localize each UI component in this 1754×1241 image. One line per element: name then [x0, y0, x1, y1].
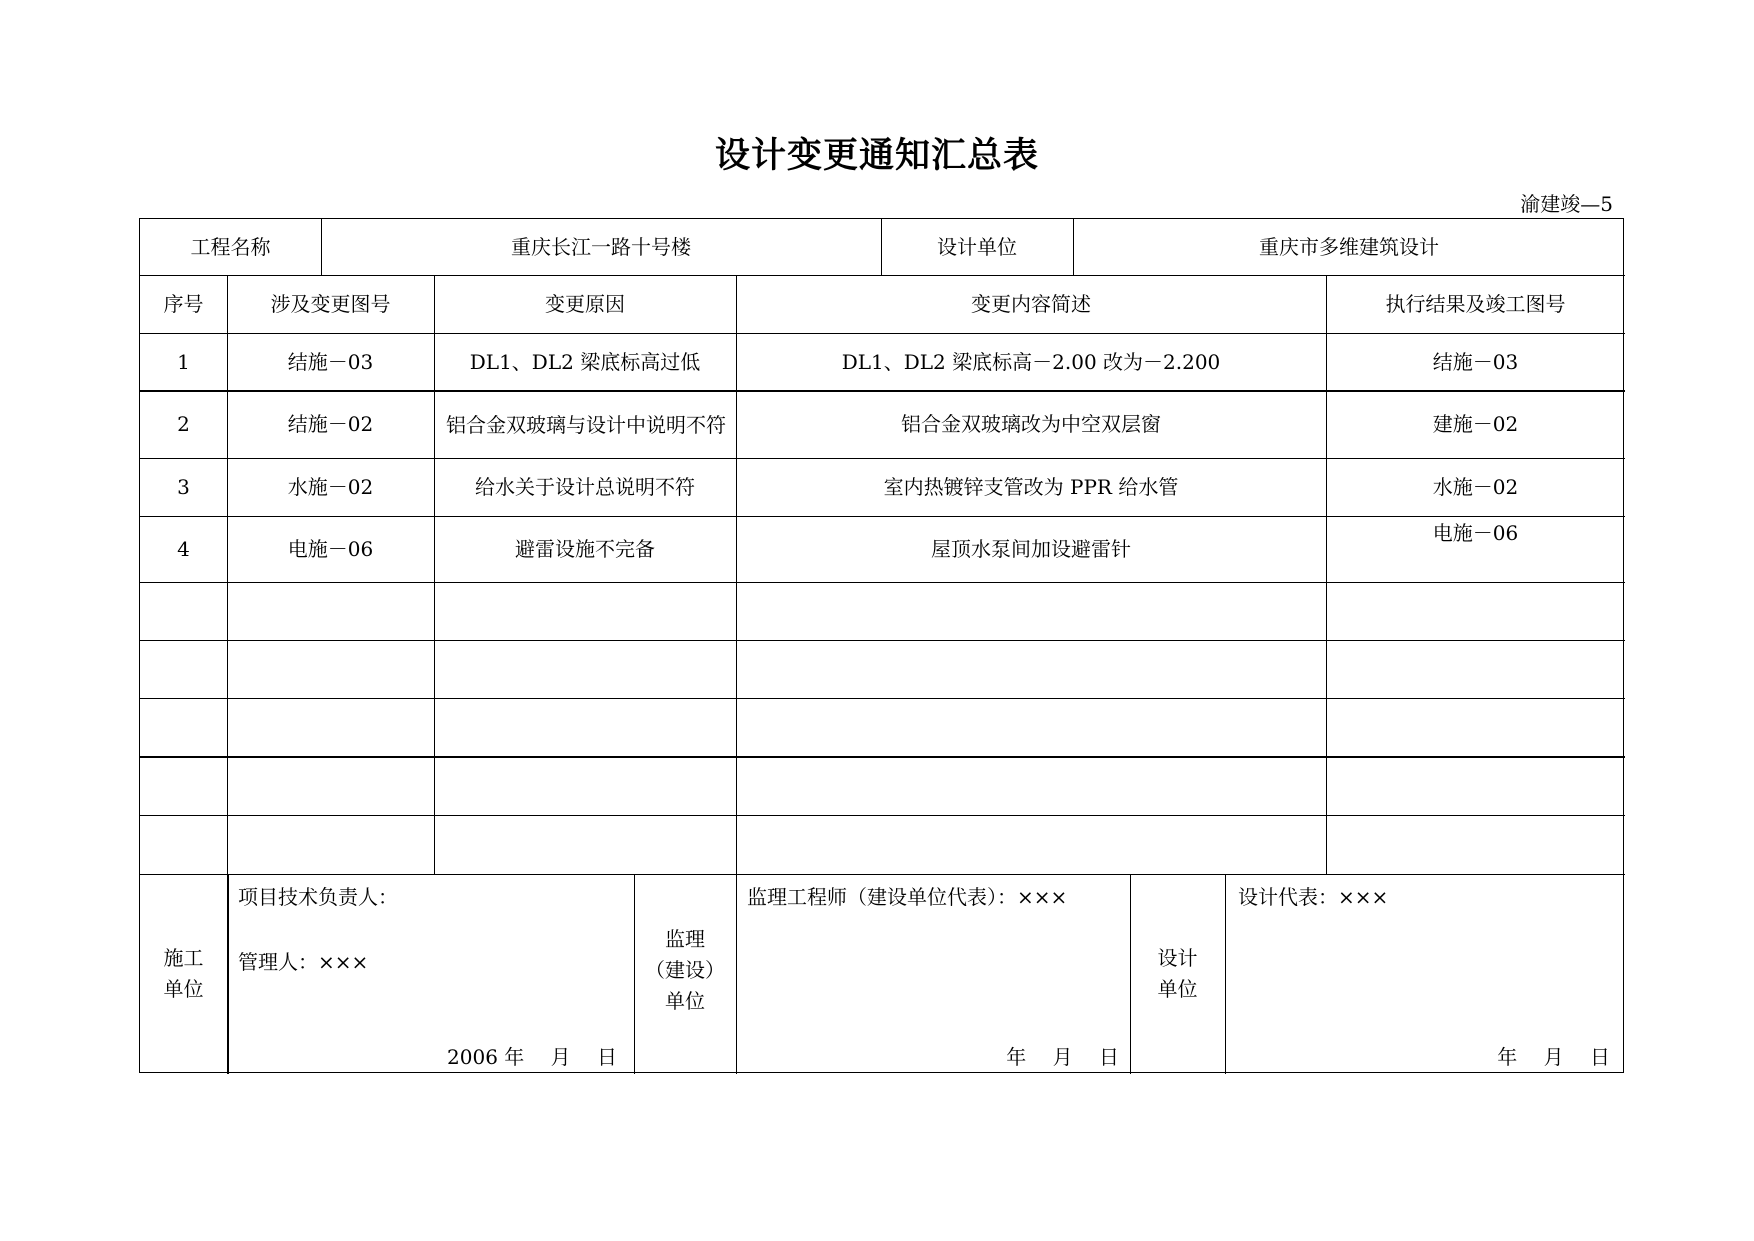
row-4-no: 4	[177, 536, 190, 561]
table-row-empty	[140, 582, 1625, 640]
design-date: 年 月 日	[1497, 1045, 1610, 1069]
supervision-unit-label: 监理 （建设） 单位	[645, 926, 725, 1013]
supervision-engineer-signature: 监理工程师（建设单位代表）：×××	[747, 885, 1068, 909]
construction-unit-label: 施工 单位	[163, 946, 204, 1001]
row-1-no: 1	[177, 349, 190, 374]
row-2-content: 铝合金双玻璃改为中空双层窗	[901, 412, 1161, 436]
row-2-reason: 铝合金双玻璃与设计中说明不符	[446, 412, 726, 437]
row-2-result: 建施－02	[1432, 412, 1519, 436]
row-2-drawing: 结施－02	[287, 412, 374, 436]
row-4-drawing: 电施－06	[287, 536, 374, 561]
construction-date: 2006 年 月 日	[447, 1045, 617, 1069]
table-row-empty	[140, 698, 1625, 757]
row-1-content: DL1、DL2 梁底标高－2.00 改为－2.200	[841, 349, 1221, 374]
row-1-drawing: 结施－03	[287, 349, 374, 374]
table-row-empty	[140, 640, 1625, 698]
row-4-content: 屋顶水泵间加设避雷针	[931, 536, 1131, 561]
table-row-empty	[140, 815, 1625, 874]
row-2-no: 2	[177, 412, 190, 436]
row-1-result: 结施－03	[1432, 349, 1519, 374]
row-1-reason: DL1、DL2 梁底标高过低	[469, 349, 701, 374]
row-3-no: 3	[177, 474, 190, 499]
row-3-reason: 给水关于设计总说明不符	[475, 474, 695, 499]
design-unit-sign-label: 设计 单位	[1157, 946, 1198, 1001]
col-header-reason: 变更原因	[545, 291, 625, 316]
summary-table	[139, 218, 1624, 1073]
project-name-label: 工程名称	[190, 234, 271, 259]
design-unit-value: 重庆市多维建筑设计	[1259, 234, 1439, 259]
page-title: 设计变更通知汇总表	[714, 136, 1039, 176]
row-4-reason: 避雷设施不完备	[515, 536, 655, 561]
project-name-value: 重庆长江一路十号楼	[511, 234, 691, 259]
row-4-result: 电施－06	[1432, 521, 1519, 545]
row-3-content: 室内热镀锌支管改为 PPR 给水管	[883, 474, 1179, 499]
col-header-content: 变更内容简述	[971, 291, 1091, 316]
col-header-result: 执行结果及竣工图号	[1385, 291, 1566, 316]
row-3-result: 水施－02	[1432, 474, 1519, 499]
tech-lead-label: 项目技术负责人：	[238, 885, 398, 909]
design-rep-signature: 设计代表：×××	[1238, 885, 1389, 909]
col-header-no: 序号	[163, 291, 204, 316]
form-code: 渝建竣—5	[1520, 192, 1613, 216]
manager-signature: 管理人：×××	[238, 950, 369, 974]
col-header-drawing: 涉及变更图号	[270, 291, 391, 316]
supervision-date: 年 月 日	[1006, 1045, 1119, 1069]
design-unit-label: 设计单位	[937, 234, 1017, 259]
row-3-drawing: 水施－02	[287, 474, 374, 499]
table-row-empty	[140, 757, 1625, 815]
